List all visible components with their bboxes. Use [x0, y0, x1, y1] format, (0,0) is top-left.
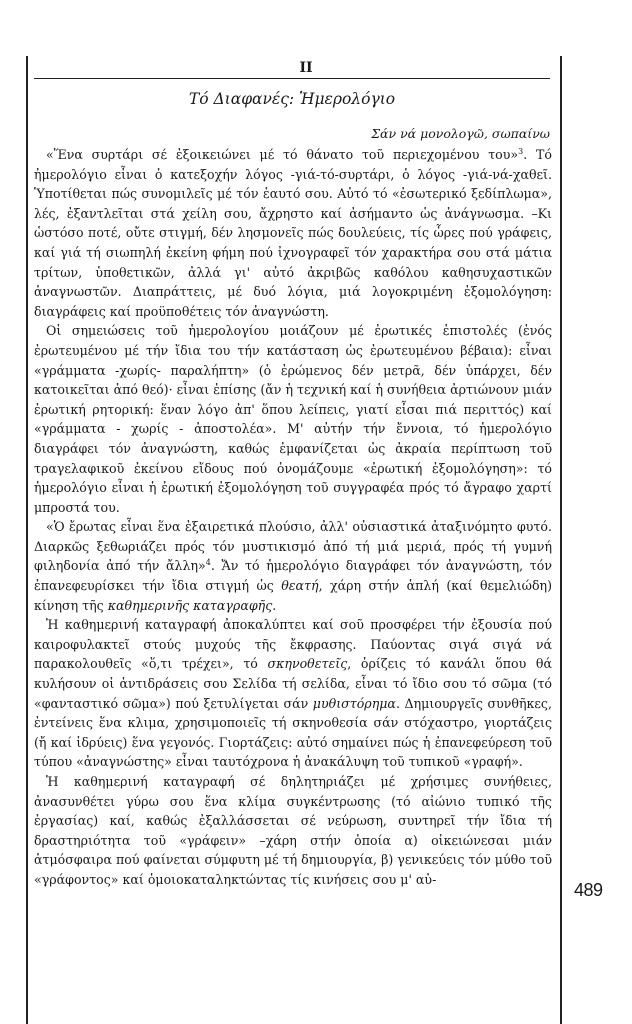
text-run: «Ὁ ἔρωτας εἶναι ἕνα ἐξαιρετικά πλούσιο, ἀλλ' οὐσιαστικά ἀταξινόμητο φυτό. Διαρκῶς ξεθωριάζει πρός τόν μυστικισμό ἀπό τή μιά μεριά, πρός τή γυμνή φιληδονία ἀπό τήν ἄλλη» [34, 519, 552, 574]
text-run: , χάρη στήν ἁπλή (καί θεμελιώδη) κίνηση τῆς [34, 578, 552, 613]
footnote-ref: 3 [518, 146, 524, 156]
text-run: «Ἕνα συρτάρι σέ ἐξοικειώνει μέ τό θάνατο τοῦ περιεχομένου του» [46, 147, 519, 162]
emphasis: σκηνοθετεῖς [267, 656, 348, 672]
text-run: Ἡ καθημερινή καταγραφή ἀποκαλύπτει καί σοῦ προσφέρει τήν ἐξουσία πού καιροφυλακτεῖ στούς μυχούς τῆς ἔκφρασης. Παύοντας σιγά σιγά νά παρακολουθεῖς «ὅ,τι τρέχει», τό [34, 617, 552, 672]
text-run: . [272, 597, 277, 613]
page-number: 489 [574, 880, 603, 900]
paragraph-5 [34, 772, 552, 890]
text-run: . Ἄν τό ἡμερολόγιο διαγράφει τόν ἀναγνώστη, τόν ἐπανεφευρίσκει τήν ἴδια στιγμή ὡς [34, 558, 553, 594]
epigraph: Σάν νά μονολογῶ, σωπαίνω [371, 126, 550, 141]
text-run: , ὁρίζεις τό κανάλι ὅπου θά κυλήσουν οἱ ἀντιδράσεις σου Σελίδα τή σελίδα, εἶναι τό ἴδιο σου τό σῶμα (τό «φανταστικό σῶμα») πού ξετυλίγεται σάν [34, 656, 552, 711]
right-margin-rule [560, 56, 562, 1024]
text-run: Ἡ καθημερινή καταγραφή σέ δηλητηριάζει μέ χρήσιμες συνήθειες, ἀνασυνθέτει γύρω σου ἕνα κλίμα συγκέντρωσης (τό αἰώνιο τυπικό τῆς ἐργασίας) καί, καθώς ἐξαλλάσσεται σέ νεύρωση, συντηρεῖ τήν ἴδια τή δραστηριότητα τοῦ «γράφειν» –χάρη στήν ὁποία α) οἰκειώνεσαι μιάν ἀτμόσφαιρα πού φαίνεται σύμφυτη μέ τή δημιουργία, β) γενικεύεις τόν μύθο τοῦ «γράφοντος» καί ὁμοιοκαταληκτώντας τίς κινήσεις σου μ' αὐ- [34, 774, 552, 887]
body-text [34, 145, 552, 890]
text-run: . Δημιουργεῖς συνθῆκες, ἐντείνεις ἕνα κλιμα, χρησιμοποιεῖς τή σκηνοθεσία σάν στόχαστρο, γιορτάζεις (ἤ καί ἱδρύεις) ἕνα γεγονός. Γιορτάζεις: αὐτό σημαίνει πώς ἡ ἐπανεφεύρεση τοῦ τύπου «ἀναγνώστης» εἶναι ταυτόχρονα ἡ ἀνακάλυψη τοῦ τυπικοῦ «γραφή». [34, 695, 552, 770]
paragraph-1 [34, 145, 552, 321]
chapter-number: II [299, 60, 313, 76]
emphasis: καθημερινῆς καταγραφῆς [107, 597, 273, 613]
footnote-ref: 4 [205, 558, 211, 568]
text-run: Οἱ σημειώσεις τοῦ ἡμερολογίου μοιάζουν μέ ἐρωτικές ἐπιστολές (ἑνός ἐρωτευμένου μέ τήν ἴδια του τήν κατάσταση ὡς ἐρωτευμένου βέβαια): εἶναι «γράμματα -χωρίς- παραλήπτη» (ὁ ἐρώμενος δέν μετρᾶ, δέν ὑπάρχει, δέν κατοικεῖται ἀπό θεό)· εἶναι ἐπίσης (ἄν ἡ τεχνική καί ἡ συνήθεια ἀρτιώνουν μιάν ἐρωτική ρητορική: ἕναν λόγο ἀπ' ὅπου λείπεις, γιατί εἶσαι πιά περιττός) καί «γράμματα - χωρίς - ἀποστολέα». Μ' αὐτήν τήν ἔννοια, τό ἡμερολόγιο διαγράφει τόν ἀναγνώστη, καθώς ἐμφανίζεται ὡς ἀκραία περίπτωση τοῦ τραγελαφικοῦ ἐκείνου εἴδους πού ὀνομάζουμε «ἐρωτική ἐξομολόγηση»: τό ἡμερολόγιο εἶναι ἡ ἐρωτική ἐξομολόγηση τοῦ συγγραφέα πρός τό ἄγραφο χαρτί μπροστά του. [34, 323, 552, 515]
paragraph-2 [34, 321, 552, 517]
paragraph-4 [34, 615, 552, 772]
chapter-title: Τό Διαφανές: Ἡμερολόγιο [188, 90, 396, 108]
emphasis: μυθιστόρημα [312, 695, 396, 711]
left-margin-rule [26, 56, 28, 1024]
text-run: . Τό ἡμερολόγιο εἶναι ὁ κατεξοχήν λόγος -γιά-τό-συρτάρι, ὁ λόγος -γιά-νά-χαθεῖ. Ὑποτίθεται πώς συνομιλεῖς μέ τόν ἑαυτό σου. Αὐτό τό «ἐσωτερικό ξεδίπλωμα», λές, ἐξαντλεῖται στά χείλη σου, ἄχρηστο καί ἀσήμαντο ὡς ἀνάγνωσμα. –Κι ὡστόσο ποτέ, οὔτε στιγμή, δέν λησμονεῖς πώς δουλεύεις, τίς ὧρες πού γράφεις, καί γιά τή σιωπηλή ἐκείνη φήμη πού ἰχνογραφεῖ τόν χαρακτήρα σου στά μάτια τρίτων, ὑποθετικῶν, ἀλλά γι' αὐτό ἀκριβῶς καθόλου καθησυχαστικῶν ἀναγνωστῶν. Διαπράττεις, μέ δυό λόγια, μιά λογοκριμένη ἐξομολόγηση: διαγράφεις καί προϋποθέτεις τόν ἀναγνώστη. [34, 147, 552, 319]
paragraph-3 [34, 517, 552, 615]
header-rule [34, 78, 550, 79]
emphasis: θεατή [281, 578, 319, 594]
